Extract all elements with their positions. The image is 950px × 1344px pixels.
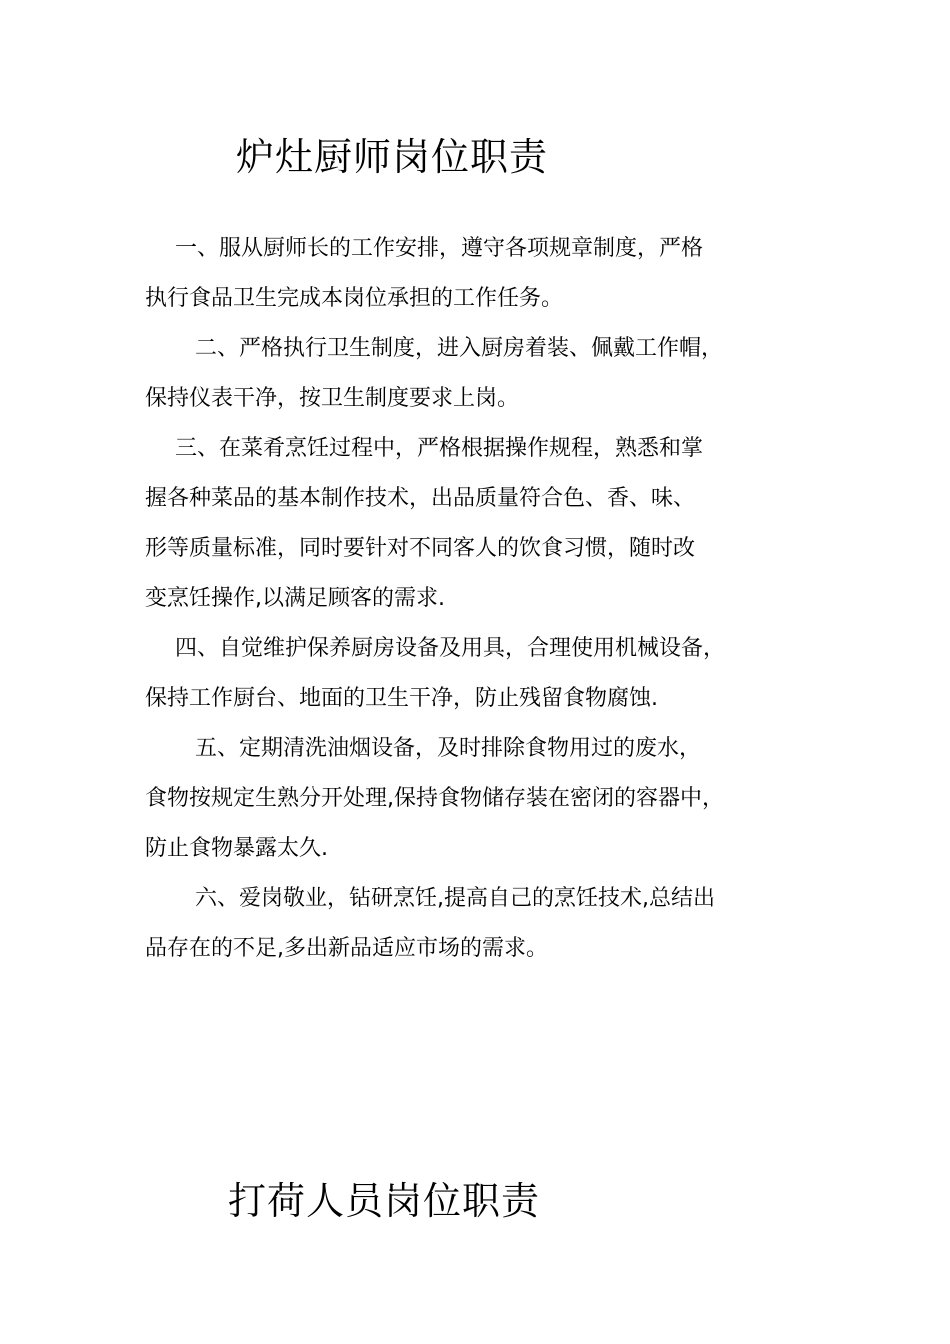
paragraph-3-line-1: 三、在菜肴烹饪过程中，严格根据操作规程，熟悉和掌 [175, 436, 704, 461]
paragraph-3-line-4: 变烹饪操作,以满足顾客的需求. [145, 586, 445, 611]
paragraph-6-line-1: 六、爱岗敬业，钻研烹饪,提高自己的烹饪技术,总结出 [195, 886, 715, 911]
section-title-2: 打荷人员岗位职责 [228, 1179, 541, 1223]
paragraph-2-line-1: 二、严格执行卫生制度，进入厨房着装、佩戴工作帽， [195, 336, 724, 361]
paragraph-1-line-1: 一、服从厨师长的工作安排，遵守各项规章制度，严格 [175, 236, 704, 261]
paragraph-3-line-3: 形等质量标准，同时要针对不同客人的饮食习惯，随时改 [145, 536, 696, 561]
paragraph-5-line-1: 五、定期清洗油烟设备，及时排除食物用过的废水， [195, 736, 702, 761]
paragraph-5-line-2: 食物按规定生熟分开处理,保持食物储存装在密闭的容器中， [145, 786, 724, 811]
section-title: 炉灶厨师岗位职责 [236, 135, 549, 179]
paragraph-2-line-2: 保持仪表干净，按卫生制度要求上岗。 [145, 386, 520, 411]
paragraph-5-line-3: 防止食物暴露太久. [145, 836, 328, 861]
paragraph-1-line-2: 执行食品卫生完成本岗位承担的工作任务。 [145, 286, 564, 311]
paragraph-3-line-2: 握各种菜品的基本制作技术，出品质量符合色、香、味、 [145, 486, 696, 511]
paragraph-6-line-2: 品存在的不足,多出新品适应市场的需求。 [145, 936, 548, 961]
paragraph-4-line-1: 四、自觉维护保养厨房设备及用具，合理使用机械设备， [175, 636, 726, 661]
paragraph-4-line-2: 保持工作厨台、地面的卫生干净，防止残留食物腐蚀. [145, 686, 658, 711]
